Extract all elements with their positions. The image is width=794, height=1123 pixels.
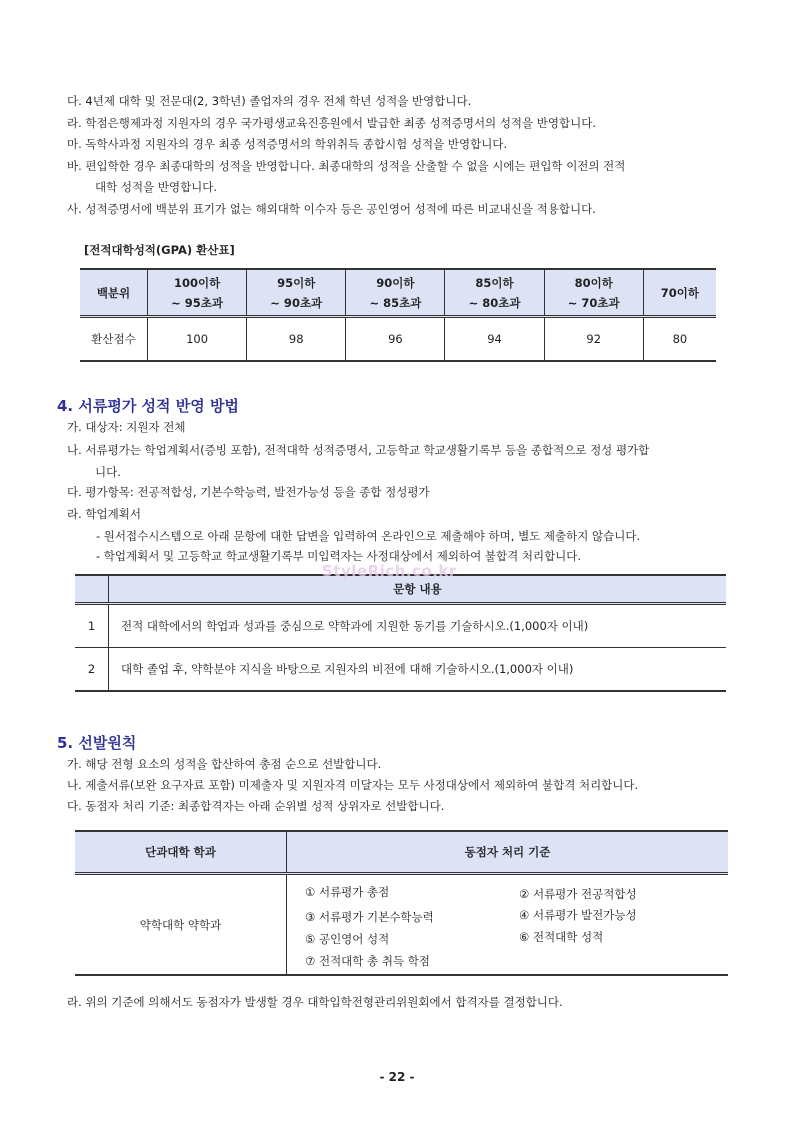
gpa-conversion-table xyxy=(80,268,716,362)
table-row xyxy=(75,604,726,648)
header-cell xyxy=(148,269,247,317)
department-cell: 약학대학 약학과 xyxy=(75,874,287,976)
header-cell: 백분위 xyxy=(80,269,148,317)
list-item: 다. 동점자 처리 기준: 최종합격자는 아래 순위별 성적 상위자로 선발합니다. xyxy=(67,799,445,813)
list-item: 가. 대상자: 지원자 전체 xyxy=(67,420,186,434)
range-upper: 95이하 xyxy=(277,275,316,290)
questions-table xyxy=(75,574,726,692)
header-cell xyxy=(247,269,346,317)
header-cell-empty xyxy=(75,575,109,604)
range-upper: 85이하 xyxy=(475,275,514,290)
criterion: ⑦ 전적대학 총 취득 학점 xyxy=(305,954,430,968)
section-heading: 5. 선발원칙 xyxy=(57,734,137,752)
criterion: ① 서류평가 총점 xyxy=(305,885,390,899)
list-item: 마. 독학사과정 지원자의 경우 최종 성적증명서의 학위취득 종합시험 성적을 반영합니다. xyxy=(67,137,508,151)
range-upper: 70이하 xyxy=(660,285,699,300)
question-text: 대학 졸업 후, 약학분야 지식을 바탕으로 지원자의 비전에 대해 기술하시오.(1,000자 이내) xyxy=(109,648,727,692)
list-item: 라. 학업계획서 xyxy=(67,507,141,521)
final-note: 라. 위의 기준에 의해서도 동점자가 발생할 경우 대학입학전형관리위원회에서 합격자를 결정합니다. xyxy=(67,995,563,1009)
criteria-cell xyxy=(287,874,729,976)
table-row xyxy=(80,317,716,362)
score-cell: 98 xyxy=(247,317,346,362)
header-cell xyxy=(544,269,643,317)
question-number: 1 xyxy=(75,604,109,648)
table-header-row xyxy=(80,269,716,317)
question-number: 2 xyxy=(75,648,109,692)
list-item: 가. 해당 전형 요소의 성적을 합산하여 총점 순으로 선발합니다. xyxy=(67,757,382,771)
criterion: ③ 서류평가 기본수학능력 xyxy=(305,910,434,924)
header-cell: 단과대학 학과 xyxy=(75,831,287,874)
list-item: 바. 편입학한 경우 최종대학의 성적을 반영합니다. 최종대학의 성적을 산출할 수 없을 시에는 편입학 이전의 전적 xyxy=(67,159,626,173)
range-lower: ~ 85초과 xyxy=(369,295,422,310)
question-text: 전적 대학에서의 학업과 성과를 중심으로 약학과에 지원한 동기를 기술하시오.(1,000자 이내) xyxy=(109,604,727,648)
table-row xyxy=(75,648,726,692)
list-item: 사. 성적증명서에 백분위 표기가 없는 해외대학 이수자 등은 공인영어 성적에 따른 비교내신을 적용합니다. xyxy=(67,202,596,216)
range-lower: ~ 70초과 xyxy=(567,295,620,310)
criterion: ② 서류평가 전공적합성 xyxy=(519,887,637,901)
score-cell: 94 xyxy=(445,317,544,362)
list-item: 나. 제출서류(보완 요구자료 포함) 미제출자 및 지원자격 미달자는 모두 사정대상에서 제외하여 불합격 처리합니다. xyxy=(67,778,639,792)
range-lower: ~ 80초과 xyxy=(468,295,521,310)
header-cell xyxy=(346,269,445,317)
header-cell xyxy=(445,269,544,317)
tie-break-table xyxy=(75,830,728,976)
table-header-row xyxy=(75,831,728,874)
list-item-continued: 대학 성적을 반영합니다. xyxy=(95,180,218,194)
list-item: 나. 서류평가는 학업계획서(증빙 포함), 전적대학 성적증명서, 고등학교 학교생활기록부 등을 종합적으로 정성 평가합 xyxy=(67,443,650,457)
header-cell: 문항 내용 xyxy=(109,575,727,604)
watermark: StyleRich.co.kr xyxy=(322,562,457,580)
range-upper: 80이하 xyxy=(574,275,613,290)
page-number: - 22 - xyxy=(379,1070,415,1084)
score-cell: 92 xyxy=(544,317,643,362)
header-cell: 동점자 처리 기준 xyxy=(287,831,729,874)
range-lower: ~ 90초과 xyxy=(270,295,323,310)
list-item: 다. 4년제 대학 및 전문대(2, 3학년) 졸업자의 경우 전체 학년 성적을 반영합니다. xyxy=(67,94,472,108)
list-item-continued: 니다. xyxy=(95,465,121,479)
sub-item: - 원서접수시스템으로 아래 문항에 대한 답변을 입력하여 온라인으로 제출해야 하며, 별도 제출하지 않습니다. xyxy=(96,529,641,543)
sub-item: - 학업계획서 및 고등학교 학교생활기록부 미입력자는 사정대상에서 제외하여 불합격 처리합니다. xyxy=(96,549,582,563)
score-cell: 100 xyxy=(148,317,247,362)
list-item: 다. 평가항목: 전공적합성, 기본수학능력, 발전가능성 등을 종합 정성평가 xyxy=(67,485,430,499)
section-heading: 4. 서류평가 성적 반영 방법 xyxy=(57,397,239,415)
table-title: [전적대학성적(GPA) 환산표] xyxy=(84,243,235,257)
criterion: ⑤ 공인영어 성적 xyxy=(305,932,390,946)
score-cell: 96 xyxy=(346,317,445,362)
criterion: ④ 서류평가 발전가능성 xyxy=(519,908,637,922)
table-row xyxy=(75,874,728,976)
header-cell xyxy=(643,269,716,317)
range-upper: 100이하 xyxy=(173,275,221,290)
range-lower: ~ 95초과 xyxy=(171,295,224,310)
range-upper: 90이하 xyxy=(376,275,415,290)
list-item: 라. 학점은행제과정 지원자의 경우 국가평생교육진흥원에서 발급한 최종 성적증명서의 성적을 반영합니다. xyxy=(67,116,597,130)
score-cell: 80 xyxy=(643,317,716,362)
row-label: 환산점수 xyxy=(80,317,148,362)
criterion: ⑥ 전적대학 성적 xyxy=(519,930,604,944)
